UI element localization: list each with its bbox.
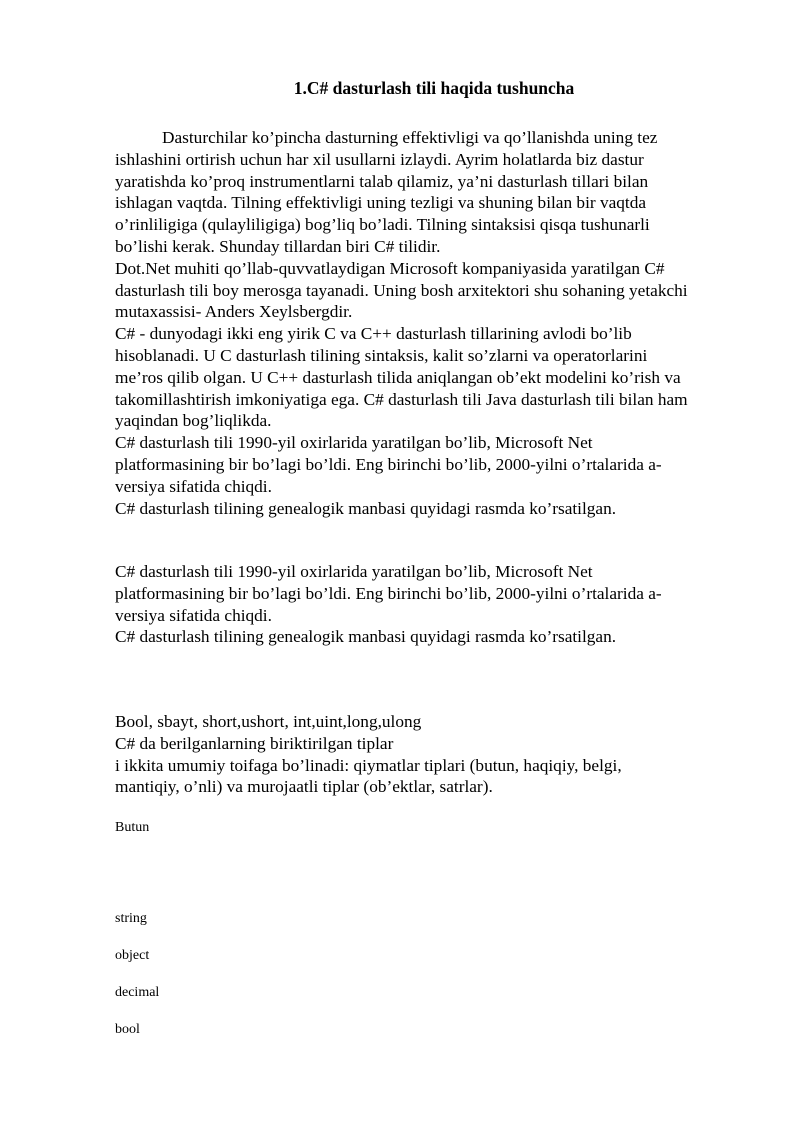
text-line: hisoblanadi. U C dasturlash tilining sintaksis, kalit so’zlarni va operatorlarini <box>115 345 648 365</box>
text-line: yaqindan bog’liqlikda. <box>115 411 272 431</box>
text-line: C# dasturlash tilining genealogik manbasi quyidagi rasmda ko’rsatilgan. <box>115 627 617 647</box>
text-line: me’ros qilib olgan. U C++ dasturlash tilida aniqlangan ob’ekt modelini ko’rish va <box>115 367 681 387</box>
text-line: yaratishda ko’proq instrumentlarni talab qilamiz, ya’ni dasturlash tillari bilan <box>115 171 649 191</box>
label-object: object <box>115 948 150 963</box>
text-line: platformasining bir bo’lagi bo’ldi. Eng birinchi bo’lib, 2000-yilni o’rtalarida a- <box>115 454 662 474</box>
text-line: bo’lishi kerak. Shunday tillardan biri C# tilidir. <box>115 236 441 256</box>
text-line: C# da berilganlarning biriktirilgan tiplar <box>115 733 394 753</box>
text-line: platformasining bir bo’lagi bo’ldi. Eng birinchi bo’lib, 2000-yilni o’rtalarida a- <box>115 583 662 603</box>
text-line: C# dasturlash tili 1990-yil oxirlarida yaratilgan bo’lib, Microsoft Net <box>115 562 593 581</box>
page-title: 1.C# dasturlash tili haqida tushuncha <box>293 78 575 98</box>
text-line: C# - dunyodagi ikki eng yirik C va C++ dasturlash tillarining avlodi bo’lib <box>115 324 632 344</box>
label-decimal: decimal <box>115 985 160 1000</box>
repeat-paragraph <box>115 561 715 648</box>
text-line: dasturlash tili boy merosga tayanadi. Uning bosh arxitektori shu sohaning yetakchi <box>115 280 688 300</box>
label-butun: Butun <box>115 820 150 835</box>
text-line: i ikkita umumiy toifaga bo’linadi: qiymatlar tiplari (butun, haqiqiy, belgi, <box>115 755 622 775</box>
label-string: string <box>115 911 147 926</box>
types-paragraph <box>115 711 715 798</box>
label-bool: bool <box>115 1022 140 1037</box>
text-line: o’rinliligiga (qulayliligiga) bog’liq bo’ladi. Tilning sintaksisi qisqa tushunarli <box>115 215 650 235</box>
text-line: ishlagan vaqtda. Tilning effektivligi uning tezligi va shuning bilan bir vaqtda <box>115 193 647 213</box>
text-line: mutaxassisi- Anders Xeylsbergdir. <box>115 302 353 322</box>
intro-paragraph <box>115 127 715 519</box>
text-line: versiya sifatida chiqdi. <box>115 605 272 625</box>
text-line: takomillashtirish imkoniyatiga ega. C# dasturlash tili Java dasturlash tili bilan ham <box>115 389 688 409</box>
text-line: ishlashini ortirish uchun har xil usullarni izlaydi. Ayrim holatlarda biz dastur <box>115 149 644 169</box>
text-line: C# dasturlash tilining genealogik manbasi quyidagi rasmda ko’rsatilgan. <box>115 498 617 518</box>
text-line: Bool, sbayt, short,ushort, int,uint,long,ulong <box>115 712 422 731</box>
text-line: Dot.Net muhiti qo’llab-quvvatlaydigan Microsoft kompaniyasida yaratilgan C# <box>115 258 665 278</box>
text-line: mantiqiy, o’nli) va murojaatli tiplar (ob’ektlar, satrlar). <box>115 777 493 797</box>
text-line: Dasturchilar ko’pincha dasturning effektivligi va qo’llanishda uning tez <box>162 128 658 147</box>
text-line: C# dasturlash tili 1990-yil oxirlarida yaratilgan bo’lib, Microsoft Net <box>115 433 593 453</box>
text-line: versiya sifatida chiqdi. <box>115 476 272 496</box>
